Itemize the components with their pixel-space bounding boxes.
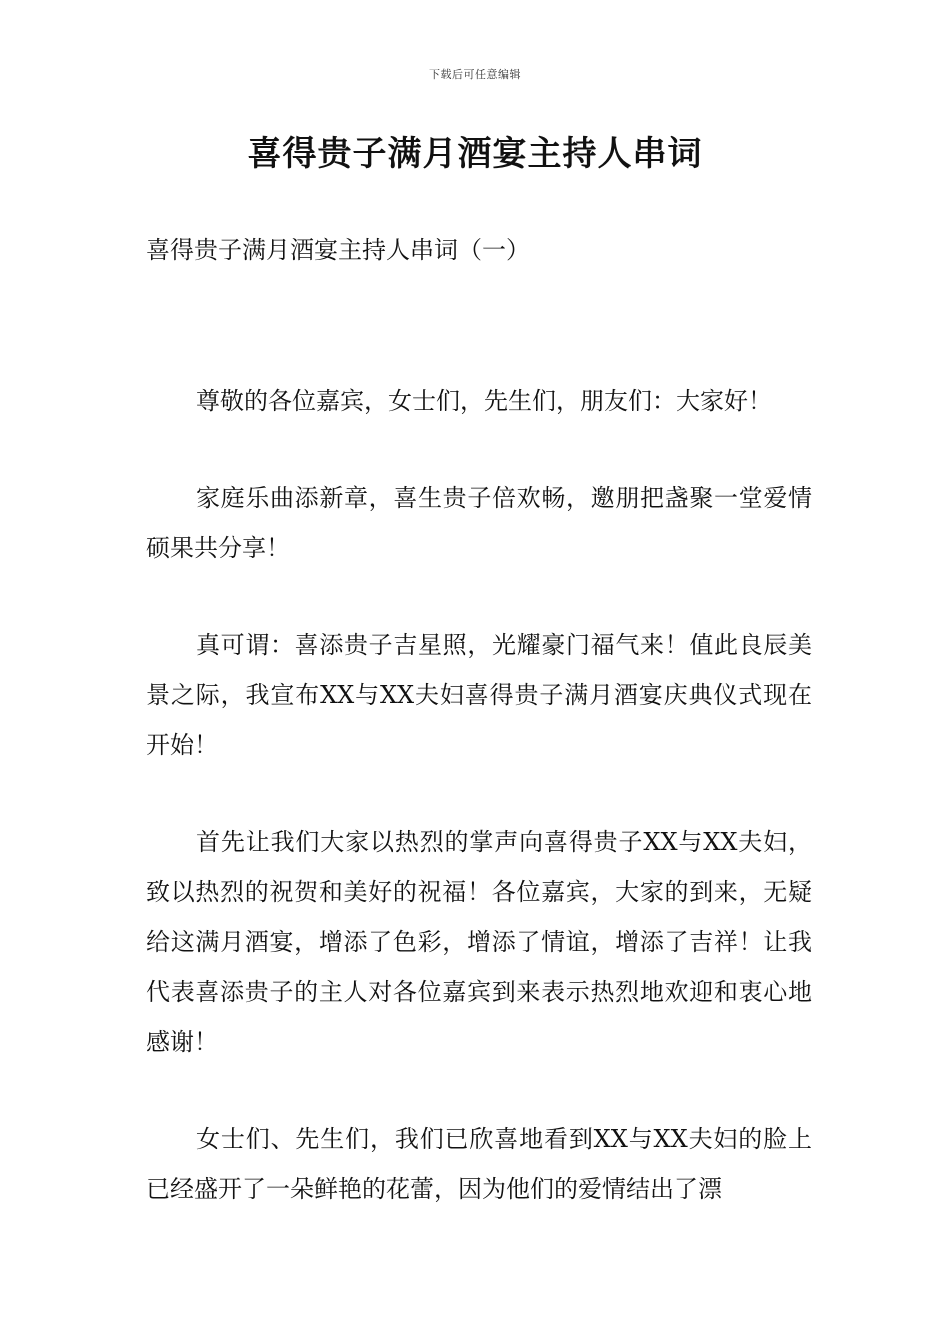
document-title: 喜得贵子满月酒宴主持人串词 — [247, 134, 703, 174]
paragraph: 真可谓：喜添贵子吉星照，光耀豪门福气来！值此良辰美景之际，我宣布XX与XX夫妇喜得贵子满月酒宴庆典仪式现在开始！ — [146, 631, 812, 759]
section-heading: 喜得贵子满月酒宴主持人串词（一） — [146, 236, 530, 264]
paragraph: 家庭乐曲添新章，喜生贵子倍欢畅，邀朋把盏聚一堂爱情硕果共分享！ — [146, 484, 812, 562]
paragraph: 首先让我们大家以热烈的掌声向喜得贵子XX与XX夫妇，致以热烈的祝贺和美好的祝福！各位嘉宾，大家的到来，无疑给这满月酒宴，增添了色彩，增添了情谊，增添了吉祥！让我代表喜添贵子的主人对各位嘉宾到来表示热烈地欢迎和衷心地感谢！ — [146, 828, 812, 1056]
document-body — [146, 376, 812, 1261]
paragraph: 女士们、先生们，我们已欣喜地看到XX与XX夫妇的脸上已经盛开了一朵鲜艳的花蕾，因为他们的爱情结出了漂 — [146, 1125, 812, 1203]
paragraph: 尊敬的各位嘉宾，女士们，先生们，朋友们：大家好！ — [196, 387, 772, 415]
header-note: 下载后可任意编辑 — [429, 68, 521, 81]
